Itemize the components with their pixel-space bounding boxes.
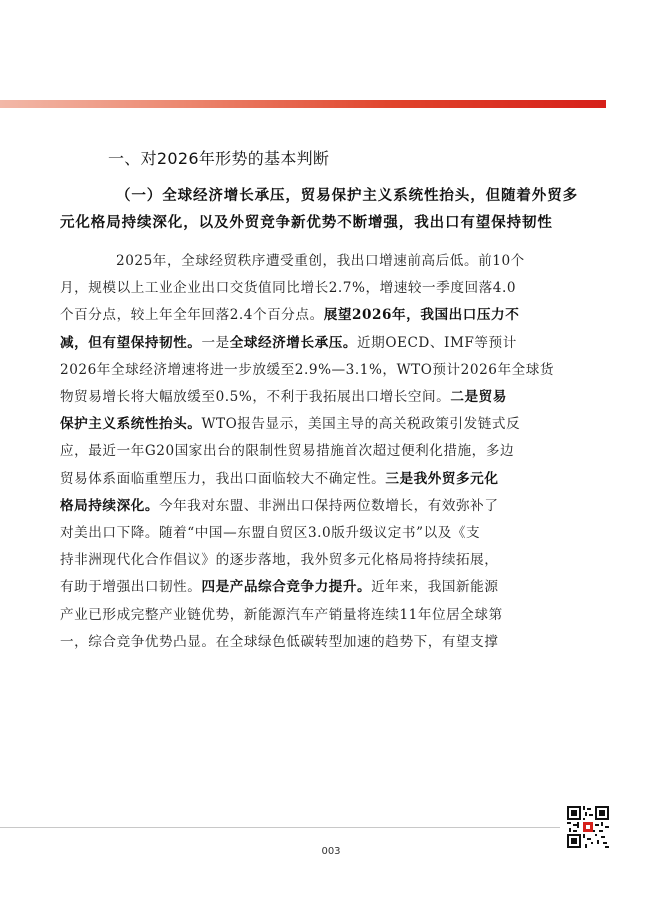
body-text: 个百分点，较上年全年回落2.4个百分点。 bbox=[60, 307, 324, 324]
body-text: 一是 bbox=[201, 334, 230, 351]
body-line bbox=[60, 384, 618, 411]
body-line bbox=[60, 493, 618, 520]
body-bold: 展望2026年，我国出口压力不 bbox=[323, 307, 520, 324]
header-accent-bar bbox=[0, 100, 606, 108]
body-paragraph bbox=[60, 248, 618, 656]
body-line bbox=[60, 330, 618, 357]
body-bold: 三是我外贸多元化 bbox=[385, 470, 499, 487]
body-text: WTO报告显示，美国主导的高关税政策引发链式反 bbox=[201, 416, 521, 433]
body-bold: 减，但有望保持韧性。 bbox=[60, 334, 202, 351]
subheading-line-2: 元化格局持续深化，以及外贸竞争新优势不断增强，我出口有望保持韧性 bbox=[60, 214, 553, 231]
page-number: 003 bbox=[321, 846, 341, 857]
body-text: 贸易体系面临重塑压力，我出口面临较大不确定性。 bbox=[60, 470, 386, 487]
body-line: 应，最近一年G20国家出台的限制性贸易措施首次超过便利化措施，多边 bbox=[60, 443, 515, 460]
body-text: 有助于增强出口韧性。 bbox=[60, 579, 202, 596]
body-line: 对美出口下降。随着“中国—东盟自贸区3.0版升级议定书”以及《支 bbox=[60, 525, 481, 542]
body-text: 物贸易增长将大幅放缓至0.5%，不利于我拓展出口增长空间。 bbox=[60, 389, 451, 406]
body-line: 2026年全球经济增速将进一步放缓至2.9%—3.1%，WTO预计2026年全球货 bbox=[60, 361, 555, 378]
body-line bbox=[60, 302, 618, 329]
body-bold: 保护主义系统性抬头。 bbox=[60, 416, 202, 433]
body-line: 月，规模以上工业企业出口交货值同比增长2.7%，增速较一季度回落4.0 bbox=[60, 280, 517, 297]
body-bold: 四是产品综合竞争力提升。 bbox=[201, 579, 372, 596]
body-line: 产业已形成完整产业链优势，新能源汽车产销量将连续11年位居全球第 bbox=[60, 606, 503, 623]
body-bold: 全球经济增长承压。 bbox=[229, 334, 358, 351]
body-text: 近年来，我国新能源 bbox=[371, 579, 499, 596]
body-bold: 二是贸易 bbox=[450, 389, 507, 406]
subheading bbox=[60, 182, 620, 236]
body-line bbox=[60, 411, 618, 438]
subheading-line-1: （一）全球经济增长承压，贸易保护主义系统性抬头，但随着外贸多 bbox=[116, 187, 578, 204]
footer-divider bbox=[0, 827, 560, 828]
body-bold: 格局持续深化。 bbox=[60, 497, 160, 514]
body-line bbox=[60, 466, 618, 493]
qr-code-icon bbox=[567, 806, 609, 848]
body-line: 一，综合竞争优势凸显。在全球绿色低碳转型加速的趋势下，有望支撑 bbox=[60, 633, 499, 650]
body-text: 近期OECD、IMF等预计 bbox=[357, 334, 517, 351]
body-text: 今年我对东盟、非洲出口保持两位数增长，有效弥补了 bbox=[159, 497, 499, 514]
body-line: 持非洲现代化合作倡议》的逐步落地，我外贸多元化格局将持续拓展， bbox=[60, 552, 499, 569]
body-line bbox=[60, 574, 618, 601]
section-heading: 一、对2026年形势的基本判断 bbox=[108, 149, 330, 168]
body-line: 2025年，全球经贸秩序遭受重创，我出口增速前高后低。前10个 bbox=[116, 253, 525, 269]
